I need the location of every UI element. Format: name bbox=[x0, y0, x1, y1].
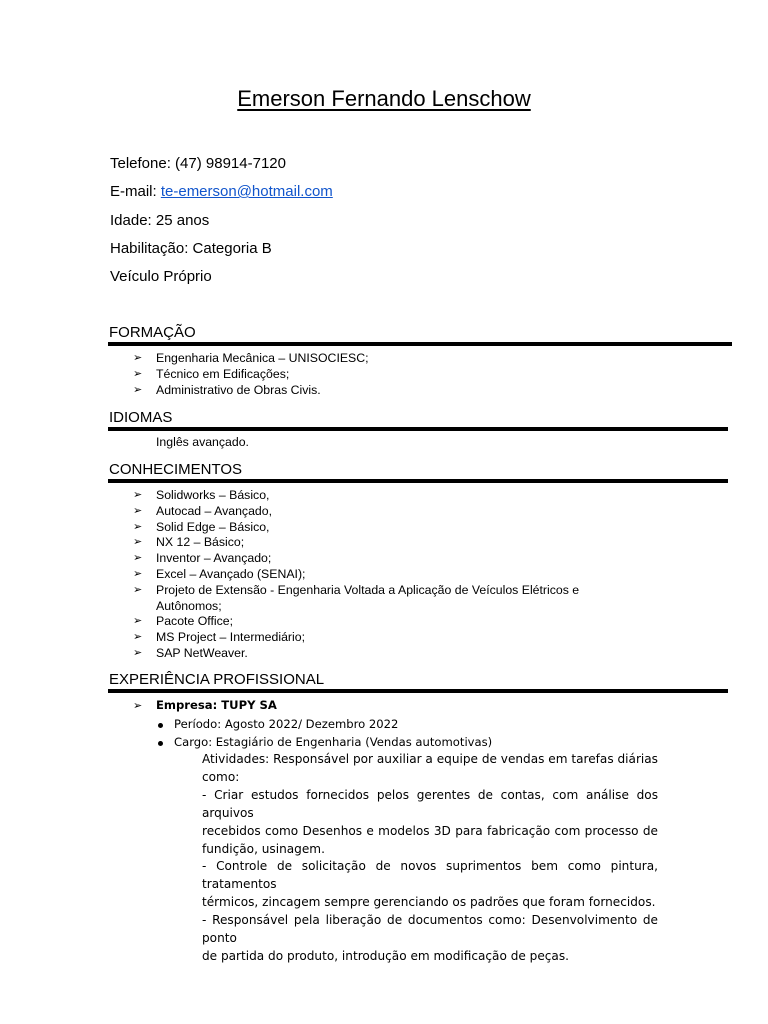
email-link[interactable]: te-emerson@hotmail.com bbox=[160, 183, 333, 200]
formacao-list bbox=[133, 351, 369, 398]
age-text: Idade: 25 anos bbox=[110, 212, 210, 229]
dot-bullet-icon bbox=[158, 741, 163, 746]
list-item: ➢ Autocad – Avançado, bbox=[133, 503, 273, 518]
list-item: ➢ Administrativo de Obras Civis. bbox=[133, 382, 321, 397]
arrow-bullet-icon: ➢ bbox=[133, 552, 143, 565]
section-divider bbox=[108, 479, 728, 483]
list-item: ➢ Projeto de Extensão - Engenharia Voltada a Aplicação de Veículos Elétricos e bbox=[133, 582, 580, 597]
arrow-bullet-icon: ➢ bbox=[133, 383, 143, 396]
list-item: ➢ NX 12 – Básico; bbox=[133, 535, 245, 550]
section-divider bbox=[108, 427, 728, 431]
list-item: ➢ Técnico em Edificações; bbox=[133, 366, 290, 381]
email-line bbox=[110, 183, 333, 200]
list-item: ➢ Engenharia Mecânica – UNISOCIESC; bbox=[133, 351, 369, 365]
list-item: ➢ SAP NetWeaver. bbox=[133, 645, 248, 660]
resume-name: Emerson Fernando Lenschow bbox=[237, 86, 531, 111]
license-text: Habilitação: Categoria B bbox=[110, 240, 272, 257]
activities-line: - Criar estudos fornecidos pelos gerentes de contas, com análise dos arquivos bbox=[202, 787, 658, 820]
arrow-bullet-icon: ➢ bbox=[133, 367, 143, 380]
email-label: E-mail: bbox=[110, 183, 161, 200]
activities-line: fundição, usinagem. bbox=[202, 841, 325, 856]
role-text: Cargo: Estagiário de Engenharia (Vendas automotivas) bbox=[174, 735, 493, 749]
section-divider bbox=[108, 689, 728, 693]
section-title-formacao: FORMAÇÃO bbox=[109, 324, 196, 341]
list-item: ➢ Inventor – Avançado; bbox=[133, 551, 272, 566]
list-item-continuation: Autônomos; bbox=[156, 598, 222, 613]
activities-paragraph bbox=[202, 751, 658, 966]
activities-line: térmicos, zincagem sempre gerenciando os padrões que foram fornecidos. bbox=[202, 895, 656, 910]
activities-line: como: bbox=[202, 769, 240, 784]
arrow-bullet-icon: ➢ bbox=[133, 583, 143, 596]
arrow-bullet-icon: ➢ bbox=[133, 504, 143, 517]
conhecimentos-list bbox=[133, 488, 579, 662]
arrow-bullet-icon: ➢ bbox=[133, 520, 143, 533]
list-item: ➢ Solidworks – Básico, bbox=[133, 488, 270, 502]
list-item: ➢ Solid Edge – Básico, bbox=[133, 519, 270, 534]
arrow-bullet-icon: ➢ bbox=[133, 352, 143, 364]
arrow-bullet-icon: ➢ bbox=[133, 536, 143, 549]
vehicle-text: Veículo Próprio bbox=[110, 268, 212, 285]
activities-line: recebidos como Desenhos e modelos 3D para fabricação com processo de bbox=[202, 823, 658, 838]
idiomas-text: Inglês avançado. bbox=[156, 435, 249, 449]
activities-line: - Responsável pela liberação de documentos como: Desenvolvimento de ponto bbox=[202, 913, 658, 946]
arrow-bullet-icon: ➢ bbox=[133, 567, 143, 580]
arrow-bullet-icon: ➢ bbox=[133, 700, 143, 712]
arrow-bullet-icon: ➢ bbox=[133, 631, 143, 644]
dot-bullet-icon bbox=[158, 723, 163, 728]
phone-text: Telefone: (47) 98914-7120 bbox=[110, 155, 286, 172]
list-item: ➢ Excel – Avançado (SENAI); bbox=[133, 566, 306, 581]
list-item: ➢ Pacote Office; bbox=[133, 614, 234, 629]
arrow-bullet-icon: ➢ bbox=[133, 646, 143, 659]
section-title-idiomas: IDIOMAS bbox=[109, 409, 173, 426]
section-divider bbox=[108, 342, 732, 346]
section-title-experiencia: EXPERIÊNCIA PROFISSIONAL bbox=[109, 671, 325, 688]
activities-line: Atividades: Responsável por auxiliar a equipe de vendas em tarefas diárias bbox=[202, 752, 658, 766]
period-text: Período: Agosto 2022/ Dezembro 2022 bbox=[174, 717, 399, 731]
section-title-conhecimentos: CONHECIMENTOS bbox=[109, 461, 243, 478]
activities-line: de partida do produto, introdução em modificação de peças. bbox=[202, 948, 569, 963]
list-item: ➢ MS Project – Intermediário; bbox=[133, 630, 305, 645]
company-text: Empresa: TUPY SA bbox=[156, 698, 277, 712]
arrow-bullet-icon: ➢ bbox=[133, 615, 143, 628]
activities-line: - Controle de solicitação de novos suprimentos bem como pintura, tratamentos bbox=[202, 859, 658, 892]
arrow-bullet-icon: ➢ bbox=[133, 489, 143, 501]
